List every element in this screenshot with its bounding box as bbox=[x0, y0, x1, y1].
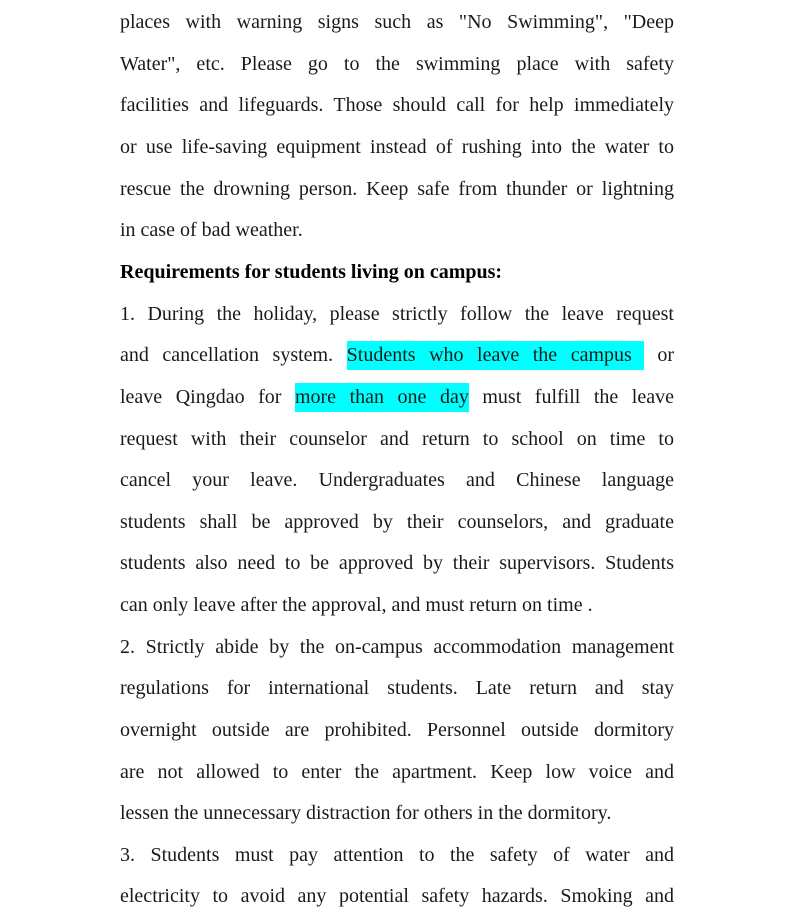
list-item-line: overnight outside are prohibited. Personnel outside dormitory bbox=[120, 719, 674, 741]
list-item-line bbox=[120, 376, 674, 418]
highlighted-text: Students who leave the campus bbox=[347, 341, 644, 370]
list-item-line: cancel your leave. Undergraduates and Chinese language bbox=[120, 469, 674, 491]
list-item-line: 1. During the holiday, please strictly follow the leave request bbox=[120, 303, 674, 325]
list-item-line: 3. Students must pay attention to the safety of water and bbox=[120, 844, 674, 866]
text-segment: leave Qingdao for bbox=[120, 386, 282, 408]
list-item-line: 2. Strictly abide by the on-campus accommodation management bbox=[120, 636, 674, 658]
text-segment: or bbox=[657, 344, 675, 366]
paragraph-line: or use life-saving equipment instead of rushing into the water to bbox=[120, 136, 674, 158]
list-item-line: electricity to avoid any potential safety hazards. Smoking and bbox=[120, 885, 674, 907]
list-item-line bbox=[120, 334, 674, 376]
paragraph-line: Water", etc. Please go to the swimming place with safety bbox=[120, 53, 674, 75]
paragraph-line: rescue the drowning person. Keep safe from thunder or lightning bbox=[120, 178, 674, 200]
paragraph-line: in case of bad weather. bbox=[120, 219, 303, 241]
text-segment: must fulfill the leave bbox=[482, 386, 674, 408]
highlighted-text: more than one day bbox=[295, 383, 469, 412]
paragraph-line: facilities and lifeguards. Those should call for help immediately bbox=[120, 94, 674, 116]
list-item-line: are not allowed to enter the apartment. Keep low voice and bbox=[120, 761, 674, 783]
list-item-line: can only leave after the approval, and must return on time . bbox=[120, 594, 593, 616]
section-heading: Requirements for students living on campus: bbox=[120, 261, 503, 283]
paragraph-line: places with warning signs such as "No Swimming", "Deep bbox=[120, 11, 674, 33]
list-item-line: lessen the unnecessary distraction for others in the dormitory. bbox=[120, 802, 612, 824]
list-item-line: regulations for international students. Late return and stay bbox=[120, 677, 674, 699]
list-item-line: students also need to be approved by their supervisors. Students bbox=[120, 552, 674, 574]
list-item-line: students shall be approved by their counselors, and graduate bbox=[120, 511, 674, 533]
text-segment: and cancellation system. bbox=[120, 344, 334, 366]
list-item-line: request with their counselor and return to school on time to bbox=[120, 428, 674, 450]
